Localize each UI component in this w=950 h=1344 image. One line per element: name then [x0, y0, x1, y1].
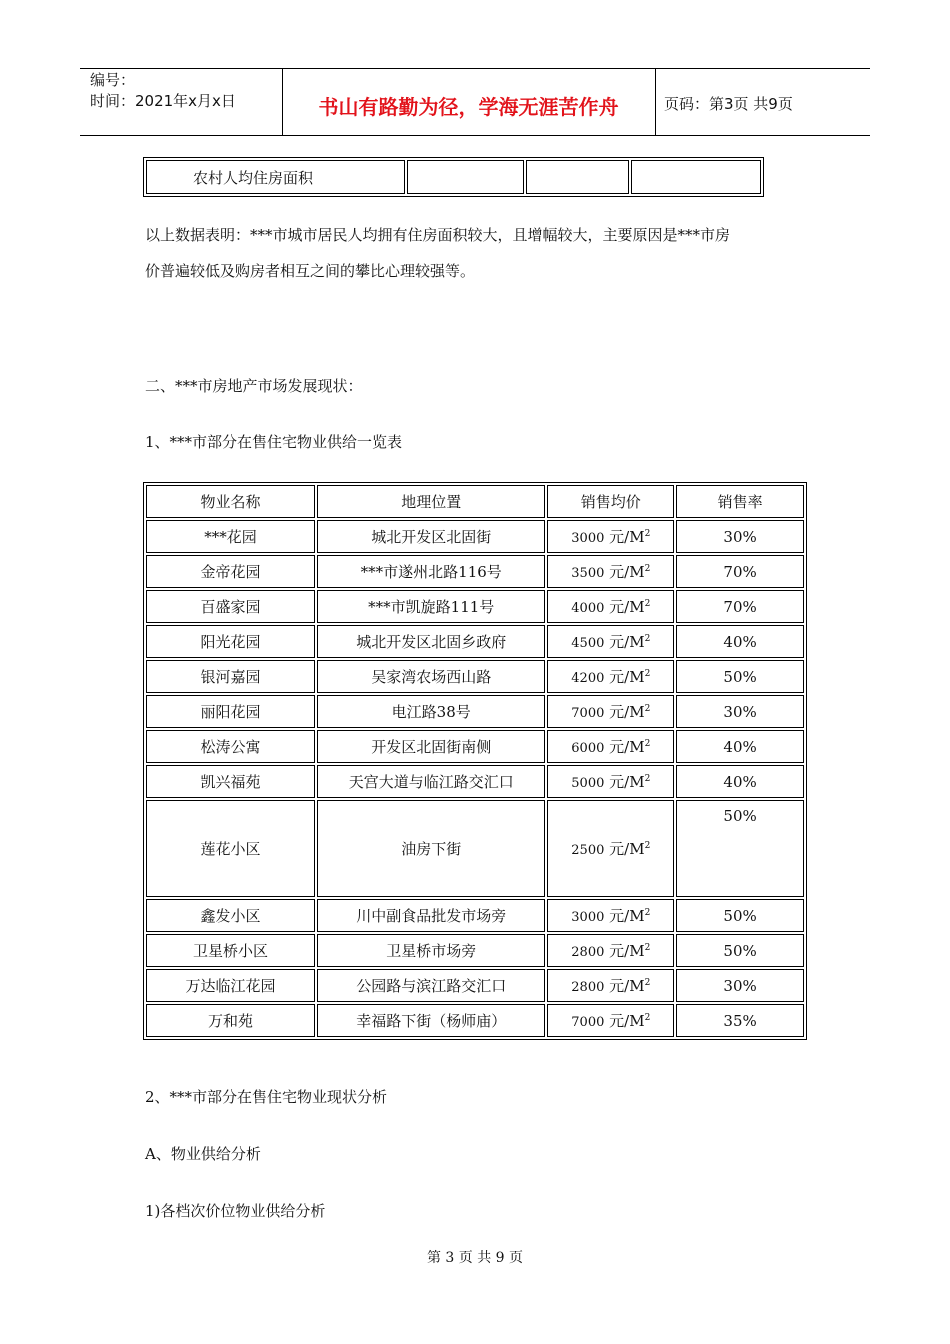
table-row: [146, 590, 804, 623]
property-sales-rate: 50%: [676, 660, 804, 693]
property-location: 公园路与滨江路交汇口: [317, 969, 545, 1002]
section-2-title: 二、***市房地产市场发展现状：: [145, 377, 363, 395]
property-price: [547, 899, 674, 932]
property-sales-rate: 70%: [676, 555, 804, 588]
property-price: [547, 695, 674, 728]
property-price: [547, 625, 674, 658]
price-unit-exponent: 2: [644, 599, 651, 609]
supply-table-body: [146, 520, 804, 1037]
property-price: [547, 520, 674, 553]
property-location: 川中副食品批发市场旁: [317, 899, 545, 932]
property-name: 鑫发小区: [146, 899, 315, 932]
table-row: [146, 695, 804, 728]
price-value: 2500: [571, 843, 605, 858]
table-row: [146, 934, 804, 967]
header-bottom-rule: [80, 135, 870, 136]
property-price: [547, 765, 674, 798]
table-row: [146, 520, 804, 553]
table-row: [146, 555, 804, 588]
property-price: [547, 1004, 674, 1037]
table-row: [146, 969, 804, 1002]
table-header-row: [146, 485, 804, 518]
property-location: 城北开发区北固街: [317, 520, 545, 553]
property-price: [547, 590, 674, 623]
price-unit: 元/M: [609, 738, 645, 756]
property-sales-rate: 30%: [676, 520, 804, 553]
property-name: 卫星桥小区: [146, 934, 315, 967]
page-footer: 第 3 页 共 9 页: [426, 1250, 524, 1266]
rural-housing-label: 农村人均住房面积: [146, 160, 405, 194]
property-sales-rate: 30%: [676, 969, 804, 1002]
price-value: 4500: [571, 636, 605, 651]
table-row: [146, 625, 804, 658]
price-unit: 元/M: [609, 668, 645, 686]
property-location: 吴家湾农场西山路: [317, 660, 545, 693]
header-code-label: 编号：: [90, 71, 136, 89]
property-name: 万和苑: [146, 1004, 315, 1037]
column-header-rate: 销售率: [676, 485, 804, 518]
property-name: ***花园: [146, 520, 315, 553]
property-name: 松涛公寓: [146, 730, 315, 763]
property-location: 卫星桥市场旁: [317, 934, 545, 967]
property-sales-rate: 50%: [676, 899, 804, 932]
header-time-label: 时间：2021年x月x日: [90, 92, 236, 110]
table-cell-empty: [407, 160, 525, 194]
price-value: 2800: [571, 945, 605, 960]
header-meta: [90, 70, 236, 112]
price-value: 4200: [571, 671, 605, 686]
price-unit-exponent: 2: [644, 529, 651, 539]
subsection-1b-title: 1)各档次价位物业供给分析: [145, 1202, 326, 1220]
price-value: 2800: [571, 980, 605, 995]
property-sales-rate: 50%: [676, 800, 804, 897]
property-sales-rate: 30%: [676, 695, 804, 728]
property-name: 金帝花园: [146, 555, 315, 588]
table-cell-empty: [631, 160, 761, 194]
price-unit: 元/M: [609, 528, 645, 546]
property-price: [547, 969, 674, 1002]
price-value: 4000: [571, 601, 605, 616]
property-location: ***市凯旋路111号: [317, 590, 545, 623]
property-location: 城北开发区北固乡政府: [317, 625, 545, 658]
property-price: [547, 555, 674, 588]
price-value: 7000: [571, 706, 605, 721]
price-unit: 元/M: [609, 942, 645, 960]
rural-housing-table: [143, 157, 764, 197]
column-header-name: 物业名称: [146, 485, 315, 518]
price-value: 5000: [571, 776, 605, 791]
property-name: 凯兴福苑: [146, 765, 315, 798]
price-value: 3500: [571, 566, 605, 581]
header-divider-right: [655, 68, 656, 135]
price-unit: 元/M: [609, 703, 645, 721]
paragraph-line-2: 价普遍较低及购房者相互之间的攀比心理较强等。: [145, 262, 476, 280]
property-price: [547, 934, 674, 967]
price-unit: 元/M: [609, 840, 645, 858]
paragraph-line-1: 以上数据表明：***市城市居民人均拥有住房面积较大，且增幅较大，主要原因是***市房: [145, 226, 731, 244]
property-location: ***市遂州北路116号: [317, 555, 545, 588]
price-unit: 元/M: [609, 977, 645, 995]
price-unit-exponent: 2: [644, 564, 651, 574]
price-value: 3000: [571, 531, 605, 546]
property-price: [547, 660, 674, 693]
property-sales-rate: 40%: [676, 730, 804, 763]
table-row: [146, 800, 804, 897]
price-unit-exponent: 2: [644, 669, 651, 679]
price-unit: 元/M: [609, 1012, 645, 1030]
property-sales-rate: 35%: [676, 1004, 804, 1037]
property-location: 开发区北固街南侧: [317, 730, 545, 763]
price-unit-exponent: 2: [644, 774, 651, 784]
subsection-1-title: 1、***市部分在售住宅物业供给一览表: [145, 433, 403, 451]
price-unit: 元/M: [609, 563, 645, 581]
property-price: [547, 800, 674, 897]
property-sales-rate: 40%: [676, 625, 804, 658]
property-location: 电江路38号: [317, 695, 545, 728]
table-row: [146, 765, 804, 798]
subsection-a-title: A、物业供给分析: [145, 1145, 261, 1163]
property-sales-rate: 70%: [676, 590, 804, 623]
price-unit-exponent: 2: [644, 908, 651, 918]
price-unit-exponent: 2: [644, 943, 651, 953]
price-unit: 元/M: [609, 773, 645, 791]
property-location: 幸福路下街（杨师庙）: [317, 1004, 545, 1037]
price-unit-exponent: 2: [644, 978, 651, 988]
property-sales-rate: 50%: [676, 934, 804, 967]
table-row: [146, 899, 804, 932]
table-row: [146, 160, 761, 194]
table-row: [146, 660, 804, 693]
price-unit-exponent: 2: [644, 634, 651, 644]
header-top-rule: [80, 68, 870, 69]
price-unit: 元/M: [609, 907, 645, 925]
property-location: 油房下街: [317, 800, 545, 897]
table-row: [146, 730, 804, 763]
supply-table: [143, 482, 807, 1040]
property-name: 莲花小区: [146, 800, 315, 897]
price-unit-exponent: 2: [644, 1013, 651, 1023]
price-value: 7000: [571, 1015, 605, 1030]
property-name: 银河嘉园: [146, 660, 315, 693]
table-cell-empty: [526, 160, 629, 194]
subsection-2-title: 2、***市部分在售住宅物业现状分析: [145, 1088, 388, 1106]
property-location: 天宫大道与临江路交汇口: [317, 765, 545, 798]
column-header-location: 地理位置: [317, 485, 545, 518]
property-sales-rate: 40%: [676, 765, 804, 798]
price-value: 3000: [571, 910, 605, 925]
price-value: 6000: [571, 741, 605, 756]
column-header-price: 销售均价: [547, 485, 674, 518]
header-motto: 书山有路勤为径，学海无涯苦作舟: [318, 95, 619, 119]
table-row: [146, 1004, 804, 1037]
price-unit-exponent: 2: [644, 841, 651, 851]
price-unit: 元/M: [609, 633, 645, 651]
property-name: 百盛家园: [146, 590, 315, 623]
price-unit-exponent: 2: [644, 739, 651, 749]
property-name: 万达临江花园: [146, 969, 315, 1002]
property-name: 阳光花园: [146, 625, 315, 658]
price-unit: 元/M: [609, 598, 645, 616]
price-unit-exponent: 2: [644, 704, 651, 714]
header-page-info: 页码：第3页 共9页: [664, 95, 793, 113]
property-name: 丽阳花园: [146, 695, 315, 728]
property-price: [547, 730, 674, 763]
